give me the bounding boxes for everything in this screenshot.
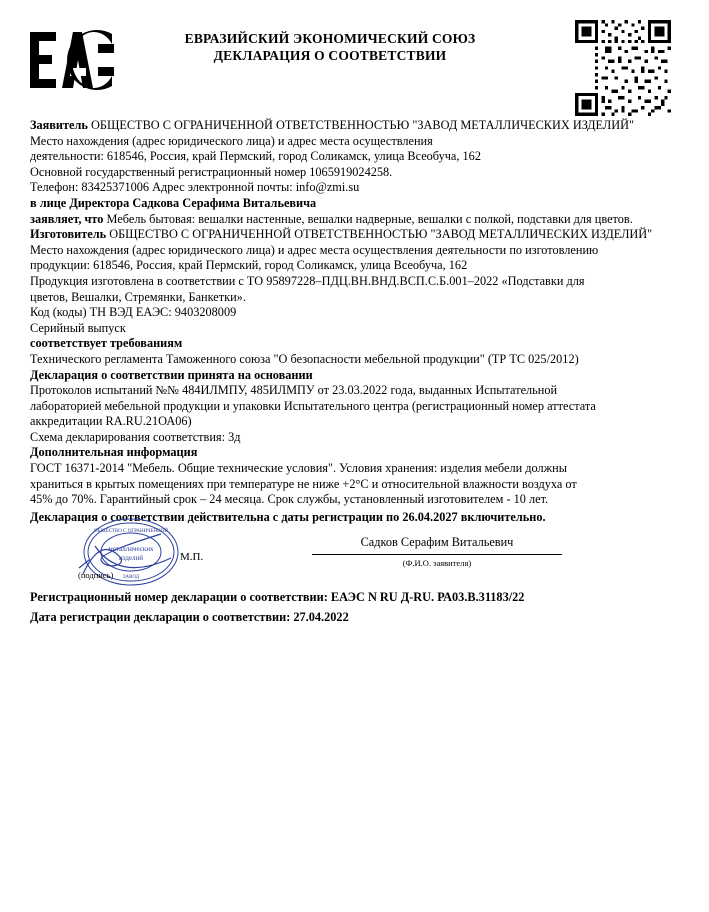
document-body [30, 118, 678, 626]
additional-line3: 45% до 70%. Гарантийный срок – 24 месяца. Срок службы, установленный изготовителем - 10 лет. [30, 492, 549, 507]
scheme-row: Схема декларирования соответствия: 3д [30, 429, 241, 444]
svg-text:металлических: металлических [108, 545, 154, 554]
signatory-name: Садков Серафим Витальевич [360, 535, 514, 550]
applicant-value: ОБЩЕСТВО С ОГРАНИЧЕННОЙ ОТВЕТСТВЕННОСТЬЮ "ЗАВОД МЕТАЛЛИЧЕСКИХ ИЗДЕЛИЙ" [91, 118, 634, 132]
signature-rule [312, 554, 562, 555]
tn-ved-value: 9403208009 [174, 305, 237, 320]
validity-suffix: включительно. [460, 509, 546, 524]
conformity-label: соответствует требованиям [30, 336, 183, 351]
manufacturer-label: Изготовитель [30, 227, 107, 242]
manufacturer-address-line1: Место нахождения (адрес юридического лица) и адрес места осуществления деятельности по изготовлению [30, 242, 599, 257]
registration-number-row [30, 590, 678, 606]
serial-row: Серийный выпуск [30, 320, 126, 335]
document-title-line1: ЕВРАЗИЙСКИЙ ЭКОНОМИЧЕСКИЙ СОЮЗ [184, 31, 476, 46]
svg-text:ОБЩЕСТВО С ОГРАНИЧЕННОЙ: ОБЩЕСТВО С ОГРАНИЧЕННОЙ [94, 529, 168, 535]
basis-label: Декларация о соответствии принята на основании [30, 367, 313, 382]
signatory-caption: (Ф.И.О. заявителя) [402, 558, 472, 569]
declares-row [30, 212, 678, 228]
applicant-address-line1: Место нахождения (адрес юридического лица) и адрес места осуществления [30, 133, 433, 148]
conformity-value: Технического регламента Таможенного союза "О безопасности мебельной продукции" (ТР ТС 025/2012) [30, 351, 579, 366]
validity-prefix: Декларация о соответствии действительна с даты регистрации по [30, 509, 400, 524]
validity-row [30, 510, 678, 526]
applicant-ogrn: Основной государственный регистрационный номер 1065919024258. [30, 164, 393, 179]
basis-line2: лабораторией мебельной продукции и упаковки Испытательного центра (регистрационный номер аттестата [30, 398, 596, 413]
manufacturer-value: ОБЩЕСТВО С ОГРАНИЧЕННОЙ ОТВЕТСТВЕННОСТЬЮ "ЗАВОД МЕТАЛЛИЧЕСКИХ ИЗДЕЛИЙ" [109, 227, 653, 242]
registration-date-label: Дата регистрации декларации о соответствии: [30, 610, 291, 625]
representative-value: Директора Садкова Серафима Витальевича [69, 195, 317, 210]
tn-ved-row [30, 305, 678, 321]
applicant-contacts: Телефон: 83425371006 Адрес электронной почты: info@zmi.su [30, 180, 360, 195]
signature-caption-podpis: (подпись) [78, 570, 114, 581]
declares-label: заявляет, что [30, 211, 104, 226]
manufacturer-row [30, 227, 678, 243]
declares-value: Мебель бытовая: вешалки настенные, вешалки надверные, вешалки с полкой, подставки для цветов. [106, 211, 633, 226]
additional-line2: храниться в крытых помещениях при температуре не ниже +2°С и относительной влажности воздуха от [30, 476, 577, 491]
standard-line1: Продукция изготовлена в соответствии с ТО 95897228–ПДЦ.ВН.ВНД.ВСП.С.Б.001–2022 «Подставки для [30, 273, 585, 288]
basis-line3: аккредитации RA.RU.21ОА06) [30, 414, 192, 429]
manufacturer-address-line2: продукции: 618546, Россия, край Пермский, город Соликамск, улица Всеобуча, 162 [30, 258, 468, 273]
seal-place-marker: М.П. [180, 551, 204, 564]
applicant-row [30, 118, 678, 134]
registration-date-row [30, 610, 678, 626]
svg-text:ЗАВОД: ЗАВОД [122, 575, 140, 581]
qr-code [575, 20, 671, 116]
document-title [130, 30, 530, 64]
svg-text:изделий: изделий [118, 554, 144, 563]
additional-label: Дополнительная информация [30, 445, 198, 460]
document-title-line2: ДЕКЛАРАЦИЯ О СООТВЕТСТВИИ [213, 48, 447, 63]
registration-date-value: 27.04.2022 [293, 610, 349, 625]
standard-line2: цветов, Вешалки, Стремянки, Банкетки». [30, 289, 246, 304]
registration-number-value: ЕАЭС N RU Д-RU. РА03.В.31183/22 [330, 590, 525, 605]
basis-line1: Протоколов испытаний №№ 484ИЛМПУ, 485ИЛМПУ от 23.03.2022 года, выданных Испытательной [30, 383, 558, 398]
registration-number-label: Регистрационный номер декларации о соответствии: [30, 590, 328, 605]
applicant-address-line2: деятельности: 618546, Россия, край Пермский, город Соликамск, улица Всеобуча, 162 [30, 149, 481, 164]
tn-ved-label: Код (коды) ТН ВЭД ЕАЭС: [30, 305, 172, 320]
signature-block [30, 529, 678, 590]
document-header [0, 20, 709, 110]
representative-row [30, 196, 678, 212]
validity-date: 26.04.2027 [402, 509, 458, 524]
applicant-label: Заявитель [30, 118, 88, 132]
representative-label: в лице [30, 195, 67, 210]
additional-line1: ГОСТ 16371-2014 "Мебель. Общие технические условия". Условия хранения: изделия мебели должны [30, 461, 567, 476]
eac-conformity-mark-icon [28, 30, 114, 90]
